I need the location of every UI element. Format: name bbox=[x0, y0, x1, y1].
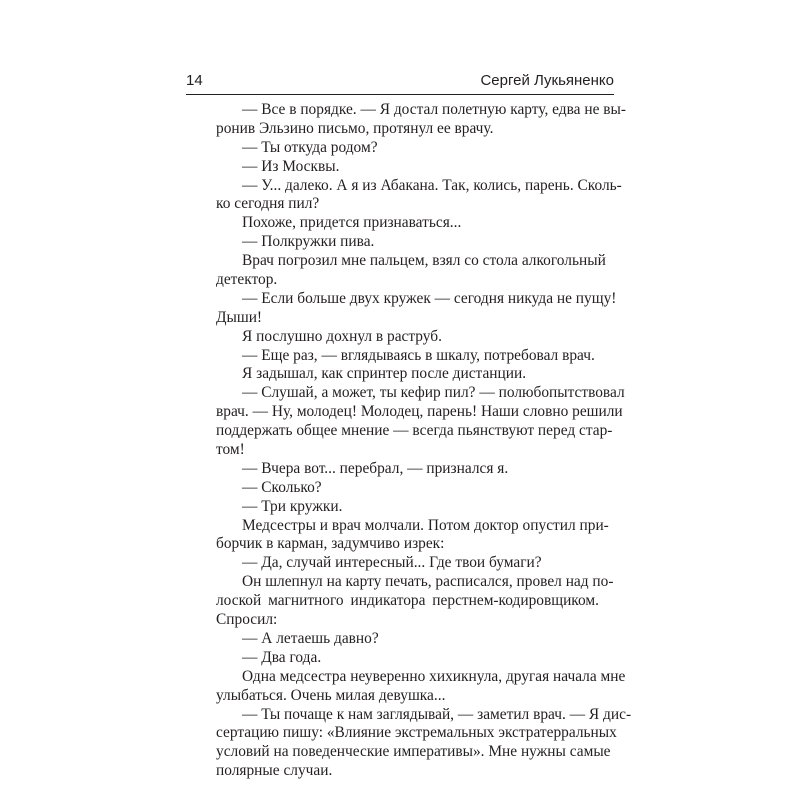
body-text bbox=[216, 101, 632, 781]
text-line: — Из Москвы. bbox=[242, 157, 340, 175]
text-line: — У... далеко. А я из Абакана. Так, колись, парень. Сколь- bbox=[242, 176, 622, 194]
text-line: — Ты откуда родом? bbox=[242, 138, 378, 156]
text-line: поддержать общее мнение — всегда пьянствуют перед стар- bbox=[216, 422, 613, 440]
text-line: ко сегодня пил? bbox=[216, 195, 320, 213]
text-line: — А летаешь давно? bbox=[242, 629, 379, 647]
text-line: — Два года. bbox=[242, 648, 322, 666]
text-line: — Три кружки. bbox=[242, 497, 343, 515]
text-line: ронив Эльзино письмо, протянул ее врачу. bbox=[216, 119, 494, 137]
text-line: Он шлепнул на карту печать, расписался, провел над по- bbox=[242, 573, 614, 591]
text-line: Одна медсестра неуверенно хихикнула, другая начала мне bbox=[242, 667, 626, 685]
text-line: условий на поведенческие императивы». Мне нужны самые bbox=[216, 743, 611, 761]
text-line: Врач погрозил мне пальцем, взял со стола алкогольный bbox=[242, 252, 606, 270]
text-line: — Если больше двух кружек — сегодня никуда не пущу! bbox=[242, 289, 617, 307]
text-line: Похоже, придется признаваться... bbox=[242, 214, 462, 232]
text-line: сертацию пишу: «Влияние экстремальных экстратерральных bbox=[216, 724, 617, 742]
text-line: — Вчера вот... перебрал, — признался я. bbox=[242, 459, 509, 477]
text-line: Я послушно дохнул в раструб. bbox=[242, 327, 442, 345]
text-line: том! bbox=[216, 441, 245, 459]
text-line: — Сколько? bbox=[242, 478, 322, 496]
text-line: — Полкружки пива. bbox=[242, 233, 375, 251]
text-line: Дыши! bbox=[216, 308, 263, 326]
text-line: Я задышал, как спринтер после дистанции. bbox=[242, 365, 527, 383]
text-line: улыбаться. Очень милая девушка... bbox=[216, 686, 446, 704]
page-number: 14 bbox=[186, 72, 203, 89]
text-line: — Да, случай интересный... Где твои бумаги? bbox=[242, 554, 542, 572]
text-line: — Слушай, а может, ты кефир пил? — полюбопытствовал bbox=[242, 384, 625, 402]
text-line: — Еще раз, — вглядываясь в шкалу, потребовал врач. bbox=[242, 346, 595, 364]
text-line: полярные случаи. bbox=[216, 762, 333, 780]
text-line: лоской магнитного индикатора перстнем-кодировщиком. bbox=[216, 592, 599, 610]
text-line: Медсестры и врач молчали. Потом доктор опустил при- bbox=[242, 516, 609, 534]
text-line: борчик в карман, задумчиво изрек: bbox=[216, 535, 445, 553]
header-rule bbox=[186, 94, 614, 95]
text-line: врач. — Ну, молодец! Молодец, парень! Наши словно решили bbox=[216, 403, 623, 421]
text-line: детектор. bbox=[216, 271, 278, 289]
text-line: Спросил: bbox=[216, 611, 278, 629]
text-line: — Все в порядке. — Я достал полетную карту, едва не вы- bbox=[242, 101, 627, 118]
text-line: — Ты почаще к нам заглядывай, — заметил врач. — Я дис- bbox=[242, 705, 632, 723]
running-title: Сергей Лукьяненко bbox=[480, 72, 614, 89]
